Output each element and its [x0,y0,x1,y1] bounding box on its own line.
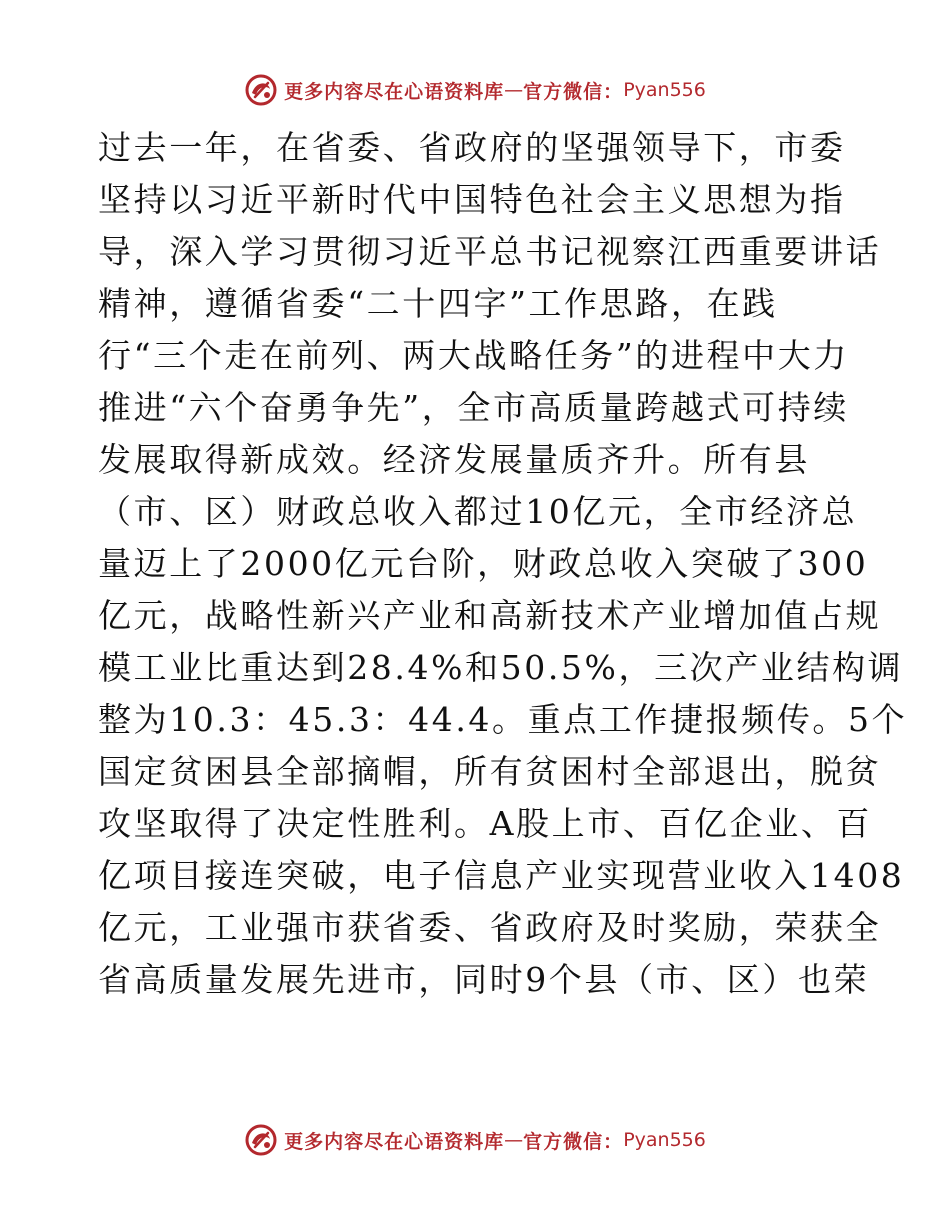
text-line: 坚持以习近平新时代中国特色社会主义思想为指 [98,180,846,219]
text-line: 模工业比重达到28.4%和50.5%，三次产业结构调 [98,648,904,687]
banner-wechat-label: 官方微信： [523,1130,624,1153]
text-line: 整为10.3：45.3：44.4。重点工作捷报频传。5个 [98,700,908,739]
document-body [98,122,908,1006]
banner-main-text: 更多内容尽在心语资料库 [284,80,505,103]
text-line: 省高质量发展先进市，同时9个县（市、区）也荣 [98,960,870,999]
text-line: 精神，遵循省委“二十四字”工作思路，在践 [98,284,778,323]
banner-wechat-id: Pyan556 [623,79,706,101]
header-watermark-banner [0,70,950,110]
red-swirl-logo-icon [244,73,278,107]
banner-wechat-label: 官方微信： [523,80,624,103]
text-line: 国定贫困县全部摘帽，所有贫困村全部退出，脱贫 [98,752,882,791]
red-swirl-logo-icon [244,1123,278,1157]
text-line: 推进“六个奋勇争先”，全市高质量跨越式可持续 [98,388,849,427]
footer-watermark-banner [0,1120,950,1160]
text-line: 量迈上了2000亿元台阶，财政总收入突破了300 [98,544,869,583]
banner-wechat-id: Pyan556 [623,1129,706,1151]
text-line: 亿元，战略性新兴产业和高新技术产业增加值占规 [98,596,882,635]
banner-separator: — [504,1129,524,1151]
text-line: 亿元，工业强市获省委、省政府及时奖励，荣获全 [98,908,882,947]
text-line: 攻坚取得了决定性胜利。A股上市、百亿企业、百 [98,804,873,843]
text-line: （市、区）财政总收入都过10亿元，全市经济总 [98,492,858,531]
text-line: 行“三个走在前列、两大战略任务”的进程中大力 [98,336,849,375]
text-line: 发展取得新成效。经济发展量质齐升。所有县 [98,440,810,479]
banner-separator: — [504,79,524,101]
text-line: 亿项目接连突破，电子信息产业实现营业收入1408 [98,856,905,895]
text-line: 过去一年，在省委、省政府的坚强领导下，市委 [98,128,846,167]
banner-main-text: 更多内容尽在心语资料库 [284,1130,505,1153]
text-line: 导，深入学习贯彻习近平总书记视察江西重要讲话 [98,232,882,271]
